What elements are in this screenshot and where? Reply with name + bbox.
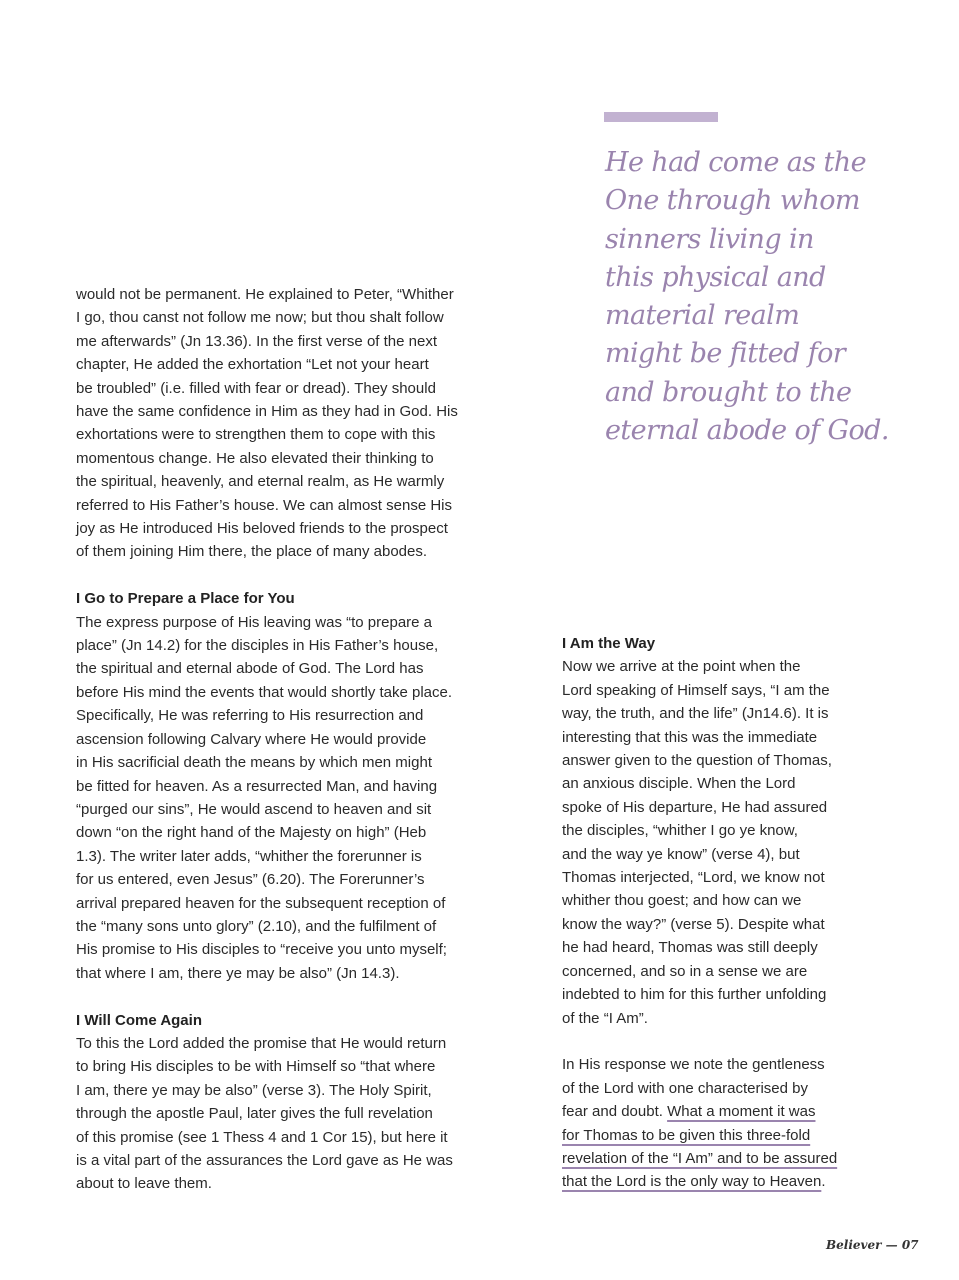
underlined-text: revelation of the “I Am” and to be assured xyxy=(562,1149,838,1167)
text-line: exhortations were to strengthen them to cope with this xyxy=(76,426,436,444)
text-line xyxy=(562,1053,882,1076)
text-line: for us entered, even Jesus” (6.20). The Forerunner’s xyxy=(76,871,425,889)
text-line: of them joining Him there, the place of many abodes. xyxy=(76,543,428,561)
underlined-text: for Thomas to be given this three-fold xyxy=(562,1126,811,1144)
text-line: of this promise (see 1 Thess 4 and 1 Cor 15), but here it xyxy=(76,1128,448,1146)
text-line: me afterwards” (Jn 13.36). In the first verse of the next xyxy=(76,332,437,350)
text-line: arrival prepared heaven for the subsequent reception of xyxy=(76,894,446,912)
text-line: of the “I Am”. xyxy=(562,1009,648,1027)
section-paragraph xyxy=(562,655,882,1030)
text-line: the spiritual and eternal abode of God. The Lord has xyxy=(76,660,424,678)
text-line: the spiritual, heavenly, and eternal realm, as He warmly xyxy=(76,473,445,491)
section-heading: I Go to Prepare a Place for You xyxy=(76,590,295,608)
text-line: joy as He introduced His beloved friends to the prospect xyxy=(76,520,448,538)
right-column xyxy=(562,632,882,1194)
text-line: about to leave them. xyxy=(76,1175,212,1193)
text: . xyxy=(821,1173,826,1191)
text-line: One through whom xyxy=(605,185,860,217)
pull-quote-rule xyxy=(604,112,718,122)
text-line: concerned, and so in a sense we are xyxy=(562,962,808,980)
section-heading: I Am the Way xyxy=(562,635,656,652)
text-line: I go, thou canst not follow me now; but thou shalt follow xyxy=(76,309,444,327)
text-line xyxy=(562,1077,882,1100)
text-line: Now we arrive at the point when the xyxy=(562,658,801,676)
text-line: I am, there ye may be also” (verse 3). The Holy Spirit, xyxy=(76,1081,432,1099)
text-line: the disciples, “whither I go ye know, xyxy=(562,822,798,840)
text-line: this physical and xyxy=(605,261,826,293)
section-paragraph xyxy=(76,1032,496,1196)
text-line: whither thou goest; and how can we xyxy=(562,892,802,910)
text-line: and brought to the xyxy=(605,376,852,408)
text-line: down “on the right hand of the Majesty on high” (Heb xyxy=(76,824,427,842)
text-line: might be fitted for xyxy=(605,338,846,370)
text-line: be troubled” (i.e. filled with fear or dread). They should xyxy=(76,379,436,397)
text-line: an anxious disciple. When the Lord xyxy=(562,775,796,793)
left-column xyxy=(76,283,496,1196)
text-line: place” (Jn 14.2) for the disciples in His Father’s house, xyxy=(76,637,439,655)
text-line: He had come as the xyxy=(605,147,866,178)
text-line: in His sacrificial death the means by which men might xyxy=(76,754,432,772)
text: In His response we note the gentleness xyxy=(562,1056,825,1074)
text-line: through the apostle Paul, later gives the full revelation xyxy=(76,1105,433,1123)
text-line: referred to His Father’s house. We can almost sense His xyxy=(76,496,452,514)
text-line: momentous change. He also elevated their thinking to xyxy=(76,449,434,467)
closing-paragraph xyxy=(562,1053,882,1193)
text-line: he had heard, Thomas was still deeply xyxy=(562,939,818,957)
text-line: is a vital part of the assurances the Lord gave as He was xyxy=(76,1152,453,1169)
text-line: Thomas interjected, “Lord, we know not xyxy=(562,869,825,887)
text-line: sinners living in xyxy=(605,223,814,255)
intro-paragraph xyxy=(76,283,496,564)
text-line: be fitted for heaven. As a resurrected Man, and having xyxy=(76,777,438,795)
text-line: To this the Lord added the promise that He would return xyxy=(76,1034,447,1052)
text-line xyxy=(562,1124,882,1147)
text-line: Specifically, He was referring to His resurrection and xyxy=(76,707,424,725)
text-line: know the way?” (verse 5). Despite what xyxy=(562,915,825,933)
text-line xyxy=(562,1170,882,1193)
text-line: eternal abode of God. xyxy=(605,415,889,447)
text-line: ascension following Calvary where He would provide xyxy=(76,730,427,748)
text-line: and the way ye know” (verse 4), but xyxy=(562,845,800,863)
section-heading: I Will Come Again xyxy=(76,1011,202,1029)
pull-quote xyxy=(605,144,889,450)
text-line: answer given to the question of Thomas, xyxy=(562,752,832,770)
text-line: way, the truth, and the life” (Jn14.6). It is xyxy=(562,705,829,723)
text-line: indebted to him for this further unfolding xyxy=(562,986,827,1004)
text: of the Lord with one characterised by xyxy=(562,1079,808,1097)
text-line: The express purpose of His leaving was “to prepare a xyxy=(76,613,433,631)
text-line xyxy=(562,1147,882,1170)
text-line: would not be permanent. He explained to Peter, “Whither xyxy=(76,286,454,303)
text-line: “purged our sins”, He would ascend to heaven and sit xyxy=(76,800,432,818)
text-line: chapter, He added the exhortation “Let not your heart xyxy=(76,356,429,374)
text-line: material realm xyxy=(605,300,800,332)
text-line: to bring His disciples to be with Himself so “that where xyxy=(76,1058,436,1076)
text-line xyxy=(562,1100,882,1123)
text: fear and doubt. xyxy=(562,1103,668,1121)
text-line: interesting that this was the immediate xyxy=(562,728,818,746)
text-line: Lord speaking of Himself says, “I am the xyxy=(562,681,830,699)
text-line: spoke of His departure, He had assured xyxy=(562,798,828,816)
underlined-text: that the Lord is the only way to Heaven xyxy=(562,1173,822,1191)
text-line: before His mind the events that would shortly take place. xyxy=(76,683,453,701)
underlined-text: What a moment it was xyxy=(667,1103,816,1121)
text-line: His promise to His disciples to “receive you unto myself; xyxy=(76,941,447,959)
text-line: 1.3). The writer later adds, “whither the forerunner is xyxy=(76,847,422,865)
page-folio: Believer — 07 xyxy=(826,1238,919,1252)
text-line: the “many sons unto glory” (2.10), and the fulfilment of xyxy=(76,917,437,935)
text-line: have the same confidence in Him as they had in God. His xyxy=(76,403,458,421)
section-paragraph xyxy=(76,611,496,986)
text-line: that where I am, there ye may be also” (Jn 14.3). xyxy=(76,964,400,982)
